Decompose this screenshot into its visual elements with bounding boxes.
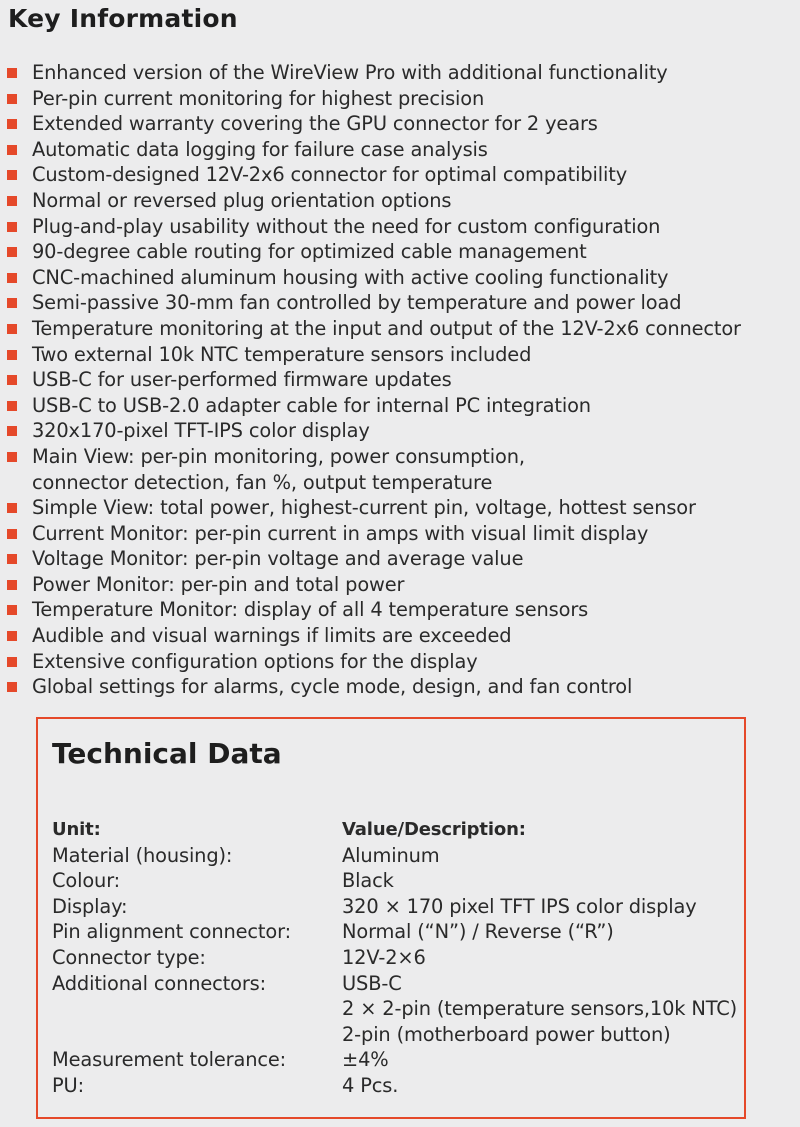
bullet-square-icon	[7, 401, 17, 411]
value-cell: 12V-2×6	[342, 945, 426, 969]
bullet-square-icon	[7, 452, 17, 462]
key-information-list	[6, 60, 800, 700]
table-row	[52, 996, 742, 1022]
table-row	[52, 945, 742, 971]
bullet-square-icon	[7, 119, 17, 129]
list-item: Extensive configuration options for the display	[6, 649, 800, 675]
list-item: Audible and visual warnings if limits are exceeded	[6, 623, 800, 649]
bullet-square-icon	[7, 273, 17, 283]
list-item: Custom-designed 12V-2x6 connector for optimal compatibility	[6, 162, 800, 188]
list-item: USB-C to USB-2.0 adapter cable for internal PC integration	[6, 393, 800, 419]
unit-cell: Additional connectors:	[52, 971, 266, 995]
list-item: 320x170-pixel TFT-IPS color display	[6, 418, 800, 444]
bullet-square-icon	[7, 196, 17, 206]
technical-data-heading: Technical Data	[52, 737, 282, 770]
unit-cell: Display:	[52, 894, 128, 918]
bullet-square-icon	[7, 324, 17, 334]
bullet-square-icon	[7, 426, 17, 436]
list-item: Voltage Monitor: per-pin voltage and average value	[6, 546, 800, 572]
value-cell: Black	[342, 869, 394, 893]
table-row	[52, 1047, 742, 1073]
value-cell: 4 Pcs.	[342, 1073, 399, 1097]
table-row	[52, 894, 742, 920]
unit-cell: Measurement tolerance:	[52, 1048, 287, 1072]
technical-data-box	[36, 717, 746, 1119]
value-cell: 2 × 2-pin (temperature sensors,10k NTC)	[342, 997, 738, 1021]
key-information-heading: Key Information	[8, 4, 238, 33]
bullet-square-icon	[7, 247, 17, 257]
list-item: Two external 10k NTC temperature sensors included	[6, 342, 800, 368]
list-item: Current Monitor: per-pin current in amps with visual limit display	[6, 521, 800, 547]
bullet-square-icon	[7, 554, 17, 564]
bullet-square-icon	[7, 350, 17, 360]
list-item: 90-degree cable routing for optimized cable management	[6, 239, 800, 265]
table-row	[52, 1022, 742, 1048]
table-row	[52, 843, 742, 869]
table-row	[52, 1073, 742, 1099]
list-item: Simple View: total power, highest-current pin, voltage, hottest sensor	[6, 495, 800, 521]
list-item: Extended warranty covering the GPU connector for 2 years	[6, 111, 800, 137]
list-item: CNC-machined aluminum housing with active cooling functionality	[6, 265, 800, 291]
value-column-header: Value/Description:	[342, 819, 526, 840]
bullet-square-icon	[7, 68, 17, 78]
bullet-square-icon	[7, 657, 17, 667]
bullet-square-icon	[7, 682, 17, 692]
table-header-row	[52, 817, 742, 843]
list-item: Enhanced version of the WireView Pro with additional functionality	[6, 60, 800, 86]
list-item: Semi-passive 30-mm fan controlled by temperature and power load	[6, 290, 800, 316]
list-item: USB-C for user-performed firmware updates	[6, 367, 800, 393]
list-item: Power Monitor: per-pin and total power	[6, 572, 800, 598]
bullet-square-icon	[7, 170, 17, 180]
list-item: Main View: per-pin monitoring, power consumption, connector detection, fan %, output temperature	[6, 444, 800, 495]
bullet-square-icon	[7, 631, 17, 641]
unit-cell: Material (housing):	[52, 843, 233, 867]
value-cell: Normal (“N”) / Reverse (“R”)	[342, 920, 614, 944]
table-row	[52, 868, 742, 894]
unit-column-header: Unit:	[52, 819, 101, 840]
table-row	[52, 919, 742, 945]
value-cell: Aluminum	[342, 843, 440, 867]
table-row	[52, 971, 742, 997]
bullet-square-icon	[7, 580, 17, 590]
list-item: Per-pin current monitoring for highest precision	[6, 86, 800, 112]
unit-cell: Pin alignment connector:	[52, 920, 291, 944]
list-item: Temperature Monitor: display of all 4 temperature sensors	[6, 597, 800, 623]
bullet-square-icon	[7, 298, 17, 308]
value-cell: ±4%	[342, 1048, 389, 1072]
list-item: Automatic data logging for failure case analysis	[6, 137, 800, 163]
bullet-square-icon	[7, 145, 17, 155]
value-cell: USB-C	[342, 971, 402, 995]
list-item: Temperature monitoring at the input and output of the 12V-2x6 connector	[6, 316, 800, 342]
unit-cell: PU:	[52, 1073, 84, 1097]
value-cell: 320 × 170 pixel TFT IPS color display	[342, 894, 697, 918]
bullet-square-icon	[7, 529, 17, 539]
bullet-square-icon	[7, 605, 17, 615]
bullet-square-icon	[7, 503, 17, 513]
unit-cell: Connector type:	[52, 945, 206, 969]
technical-data-table	[52, 817, 742, 1099]
bullet-square-icon	[7, 94, 17, 104]
list-item: Plug-and-play usability without the need for custom configuration	[6, 214, 800, 240]
value-cell: 2-pin (motherboard power button)	[342, 1022, 671, 1046]
bullet-square-icon	[7, 222, 17, 232]
unit-cell	[52, 996, 342, 1022]
unit-cell	[52, 1022, 342, 1048]
list-item: Normal or reversed plug orientation options	[6, 188, 800, 214]
unit-cell: Colour:	[52, 869, 121, 893]
list-item: Global settings for alarms, cycle mode, design, and fan control	[6, 674, 800, 700]
bullet-square-icon	[7, 375, 17, 385]
